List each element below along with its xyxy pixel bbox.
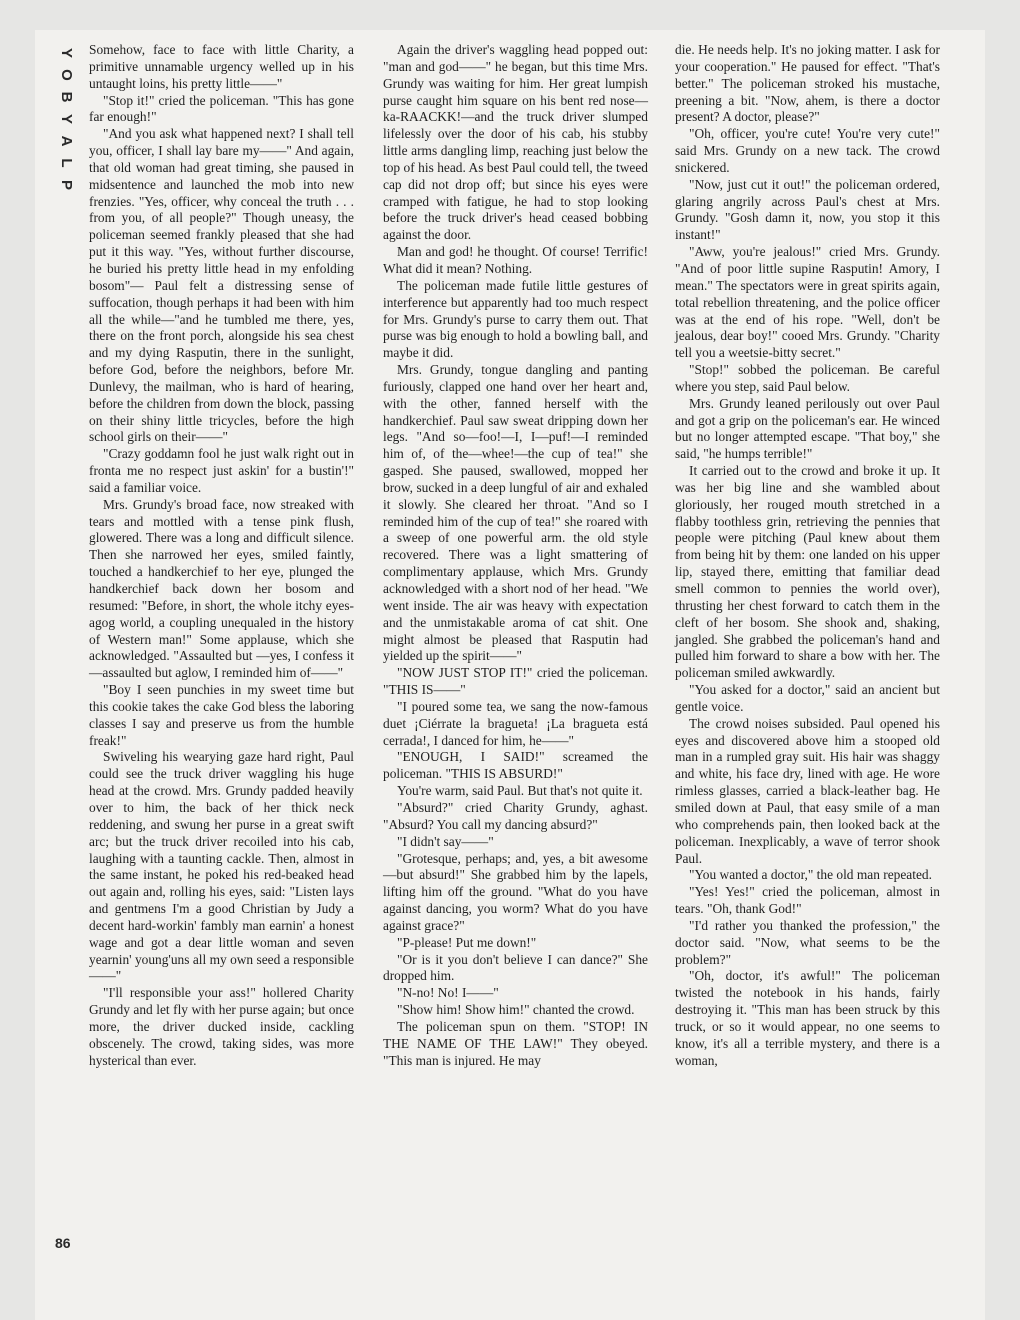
paragraph: You're warm, said Paul. But that's not quite it. (397, 783, 643, 799)
paragraph: Somehow, face to face with little Charity, a primitive unnamable urgency welled up in his untaught loins, his pretty little——" (89, 42, 354, 91)
paragraph: It carried out to the crowd and broke it up. It was her big line and she wambled about gloriously, her rouged mouth stretched in a flabby toothless grin, retrieving the pennies that people were pitching (Paul knew about them from being hit by them: one landed on his upper lip, stayed there, emitting that familiar dead smell common to pennies the world over), thrusting her chest forward to catch them in the cleft of her bosom. She shook and, shaking, jangled. She grabbed the policeman's hand and pulled him forward to share a bow with her. The policeman smiled awkwardly. (675, 463, 940, 681)
paragraph: "Oh, doctor, it's awful!" The policeman twisted the notebook in his hands, fairly destroying it. "This man has been struck by this truck, or so it would appear, no one seems to know, it's all a terrible mystery, and there is a woman, (675, 968, 940, 1068)
paragraph: "Boy I seen punchies in my sweet time but this cookie takes the cake God bless the laboring classes I say and preserve us from the humble freak!" (89, 682, 354, 748)
paragraph: "You wanted a doctor," the old man repeated. (689, 867, 932, 883)
paragraph: die. He needs help. It's no joking matter. I ask for your cooperation." He paused for effect. "That's better." The policeman stroked his mustache, preening a bit. "Now, ahem, is there a doctor present? A doctor, please?" (675, 42, 940, 125)
magazine-page (35, 30, 985, 1320)
text-column-3 (675, 42, 940, 1069)
paragraph: "I'll responsible your ass!" hollered Charity Grundy and let fly with her purse again; but once more, the driver ducked inside, cackling obscenely. The crowd, taking sides, was more hysterical than ever. (89, 985, 354, 1068)
running-head-letter: B (58, 91, 75, 103)
paragraph: "I'd rather you thanked the profession," the doctor said. "Now, what seems to be the problem?" (675, 917, 940, 967)
paragraph: The policeman made futile little gestures of interference but apparently had too much respect for Mrs. Grundy's purse to carry them out. That purse was big enough to hold a bowling ball, and maybe it did. (383, 277, 648, 361)
paragraph: "Yes! Yes!" cried the policeman, almost in tears. "Oh, thank God!" (675, 884, 940, 917)
paragraph: "Oh, officer, you're cute! You're very cute!" said Mrs. Grundy on a new tack. The crowd snickered. (675, 126, 940, 175)
paragraph: The crowd noises subsided. Paul opened his eyes and discovered above him a stooped old man in a rumpled gray suit. His hair was shaggy and white, his face dry, lined with age. He wore rimless glasses, carried a black-leather bag. He smiled down at Paul, that easy smile of a man who comprehends pain, then looked back at the policeman. Inexplicably, a wave of terror shook Paul. (675, 715, 940, 866)
paragraph: "I poured some tea, we sang the now-famous duet ¡Ciérrate la bragueta! ¡La bragueta está cerrada!, I danced for him, he——" (383, 698, 648, 748)
running-head-letter: P (58, 179, 75, 190)
text-column-2 (383, 42, 648, 1069)
paragraph: "And you ask what happened next? I shall tell you, officer, I shall lay bare my——" And again, that old woman had great timing, she paused in midsentence and launched the mob into new frenzies. "Yes, officer, why conceal the truth . . . from you, of all people?" Though uneasy, the policeman seemed frankly pleased that she had put it this way. "Yes, without further discourse, he buried his pretty little head in my enfolding bosom"— Paul felt a distressing sense of suffocation, though perhaps it had been with him all the while—"and he tumbled me there, yes, there on the front porch, alongside his sea chest and my dying Rasputin, there in the sunlight, before God, before the neighbors, before Mr. Dunlevy, the mailman, who is hard of hearing, before the children from down the block, passing on their shiny little tricycles, before the high school girls on their——" (89, 126, 354, 445)
paragraph: Mrs. Grundy, tongue dangling and panting furiously, clapped one hand over her heart and, with the other, fanned herself with the handkerchief. Paul saw sweat dripping down her legs. "And so—foo!—I, I—puf!—I reminded him of, of the—whee!—the cup of tea!" she gasped. She paused, swallowed, mopped her brow, sucked in a deep lungful of air and exhaled it slowly. She cleared her throat. "And so I reminded him of the cup of tea!" she roared with a sweep of one powerful arm. the old style recovered. There was a light smattering of complimentary applause, which Mrs. Grundy acknowledged with a short nod of her head. "We went inside. The air was heavy with expectation and the unmistakable aroma of cat shit. One might almost be pleased that Rasputin had yielded up the spirit——" (383, 362, 648, 664)
running-head-letter: Y (58, 47, 75, 58)
running-head-letter: O (58, 69, 75, 81)
paragraph: "Stop it!" cried the policeman. "This has gone far enough!" (89, 92, 354, 125)
paragraph: Man and god! he thought. Of course! Terrific! What did it mean? Nothing. (383, 244, 648, 276)
paragraph: "I didn't say——" (397, 833, 494, 849)
paragraph: "Grotesque, perhaps; and, yes, a bit awesome—but absurd!" She grabbed him by the lapels, lifting him off the ground. "What do you have against dancing, you worm? What do you have against grace?" (383, 850, 648, 933)
paragraph: "P-please! Put me down!" (397, 934, 537, 950)
paragraph: "NOW JUST STOP IT!" cried the policeman. "THIS IS——" (383, 665, 648, 698)
paragraph: "Aww, you're jealous!" cried Mrs. Grundy. "And of poor little supine Rasputin! Amory, I mean." The spectators were in great spirits again, total rebellion threatening, and the police officer was at the end of his rope. "Well, don't be jealous, dear boy!" cooed Mrs. Grundy. "Charity tell you a weetsie-bitty secret." (675, 244, 940, 361)
paragraph: Again the driver's waggling head popped out: "man and god——" he began, but this time Mrs. Grundy was waiting for him. Her great lumpish purse caught him square on his bent red nose—ka-RAACKK!—and the truck driver slumped lifelessly over the door of his cab, his stubby little arms dangling limp, reaching just below the top of his head. As best Paul could tell, the tweed cap did not drop off; but since his eyes were cramped with fatigue, he had to stop looking before the truck driver's head ceased bobbing against the door. (383, 42, 648, 243)
running-head-letter: Y (58, 113, 75, 124)
running-head-letter: L (58, 158, 75, 168)
running-head-letter: A (58, 135, 75, 147)
text-column-1 (89, 42, 354, 1069)
paragraph: "Absurd?" cried Charity Grundy, aghast. "Absurd? You call my dancing absurd?" (383, 799, 648, 832)
paragraph: "You asked for a doctor," said an ancient but gentle voice. (675, 682, 940, 714)
paragraph: The policeman spun on them. "STOP! IN THE NAME OF THE LAW!" They obeyed. "This man is injured. He may (383, 1018, 648, 1068)
paragraph: Mrs. Grundy's broad face, now streaked with tears and mottled with a tense pink flush, glowered. There was a long and difficult silence. Then she narrowed her eyes, smiled faintly, touched a handkerchief to her eye, plunged the handkerchief back down her bosom and resumed: "Before, in short, the whole itchy eyes-agog world, a coupling unequaled in the history of Western man!" Some applause, which she acknowledged. "Assaulted but —yes, I confess it—assaulted but aglow, I reminded him of——" (89, 496, 354, 681)
paragraph: "Or is it you don't believe I can dance?" She dropped him. (383, 951, 648, 984)
paragraph: "ENOUGH, I SAID!" screamed the policeman. "THIS IS ABSURD!" (383, 749, 648, 782)
paragraph: Mrs. Grundy leaned perilously out over Paul and got a grip on the policeman's ear. He winced but no longer attempted escape. "That boy," she said, "he humps terrible!" (675, 395, 940, 462)
paragraph: "N-no! No! I——" (397, 985, 499, 1001)
running-head (53, 42, 79, 196)
paragraph: Swiveling his wearying gaze hard right, Paul could see the truck driver waggling his huge head at the crowd. Mrs. Grundy padded heavily over to him, the back of her thick neck reddening, and swung her purse in a great swift arc; but the truck driver recoiled into his cab, laughing with a taunting cackle. Then, almost in the same instant, he poked his red-beaked head out again and, rolling his eyes, said: "Listen lays and gentmens I'm a good Christian by Judy a decent hard-workin' fambly man earnin' a honest wage and got a dear little woman and seven yearnin' young'uns all my own seed a responsible——" (89, 749, 354, 984)
paragraph: "Crazy goddamn fool he just walk right out in fronta me no respect just askin' for a bustin'!" said a familiar voice. (89, 446, 354, 495)
paragraph: "Now, just cut it out!" the policeman ordered, glaring angrily across Paul's chest at Mrs. Grundy. "Gosh damn it, now, you stop it this instant!" (675, 176, 940, 243)
paragraph: "Stop!" sobbed the policeman. Be careful where you step, said Paul below. (675, 362, 940, 394)
page-number: 86 (55, 1235, 71, 1251)
paragraph: "Show him! Show him!" chanted the crowd. (397, 1002, 635, 1018)
